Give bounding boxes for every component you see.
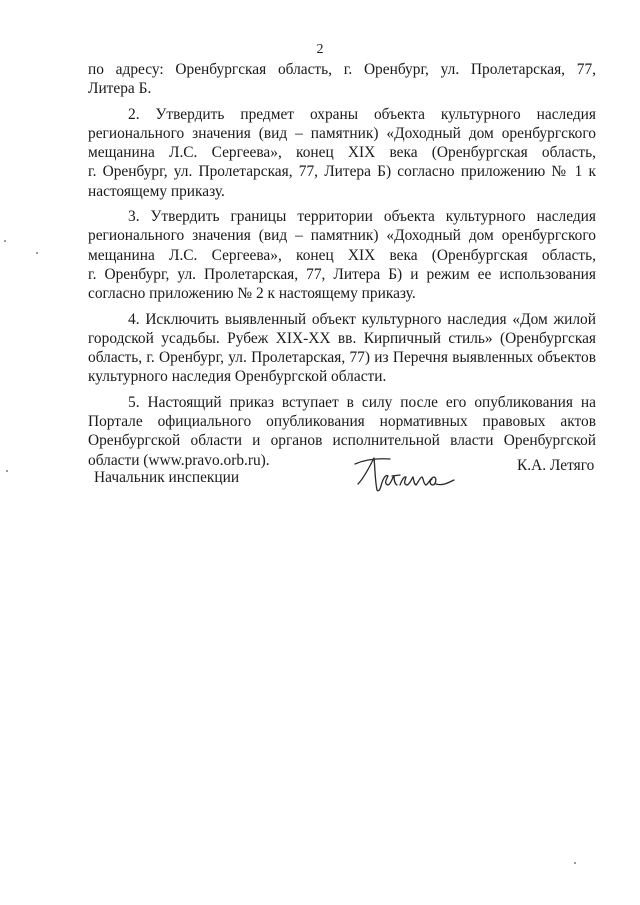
text-line: регионального значения (вид – памятник) «Доходный дом оренбургского xyxy=(88,227,596,245)
scan-speck xyxy=(36,252,38,254)
text-line: 3. Утвердить границы территории объекта культурного наследия xyxy=(128,208,596,226)
text-line: согласно приложению № 2 к настоящему приказу. xyxy=(88,285,416,303)
text-line: мещанина Л.С. Сергеева», конец XIX века (Оренбургская область, xyxy=(88,246,596,264)
text-line: Портале официального опубликования нормативных правовых актов xyxy=(88,413,596,431)
text-line: по адресу: Оренбургская область, г. Оренбург, ул. Пролетарская, 77, xyxy=(88,61,596,78)
text-line: области (www.pravo.orb.ru). xyxy=(88,451,270,469)
scan-speck xyxy=(6,470,8,472)
handwritten-signature xyxy=(350,450,460,500)
text-line: городской усадьбы. Рубеж XIX-XX вв. Кирпичный стиль» (Оренбургская xyxy=(88,329,596,347)
text-line: мещанина Л.С. Сергеева», конец XIX века (Оренбургская область, xyxy=(88,144,596,162)
text-line: культурного наследия Оренбургской области. xyxy=(88,368,387,386)
paragraph-item-2 xyxy=(88,105,596,201)
text-line: Литера Б. xyxy=(88,80,152,98)
text-line: г. Оренбург, ул. Пролетарская, 77, Литера Б) и режим ее использования xyxy=(88,265,596,283)
text-line: 2. Утвердить предмет охраны объекта культурного наследия xyxy=(128,105,596,123)
paragraph-address xyxy=(88,60,596,99)
scan-speck xyxy=(574,862,576,864)
document-body xyxy=(88,60,596,476)
text-line: регионального значения (вид – памятник) «Доходный дом оренбургского xyxy=(88,124,596,142)
signatory-title: Начальник инспекции xyxy=(94,469,240,486)
text-line: настоящему приказу. xyxy=(88,182,225,200)
scan-speck xyxy=(4,240,6,242)
paragraph-item-3 xyxy=(88,207,596,303)
signatory-name: К.А. Летяго xyxy=(517,457,595,474)
page-number: 2 xyxy=(316,42,324,57)
text-line: 4. Исключить выявленный объект культурного наследия «Дом жилой xyxy=(128,310,596,328)
text-line: область, г. Оренбург, ул. Пролетарская, 77) из Перечня выявленных объектов xyxy=(88,349,596,367)
paragraph-item-4 xyxy=(88,310,596,387)
text-line: г. Оренбург, ул. Пролетарская, 77, Литера Б) согласно приложению № 1 к xyxy=(88,163,596,181)
text-line: Оренбургской области и органов исполнительной власти Оренбургской xyxy=(88,432,596,450)
text-line: 5. Настоящий приказ вступает в силу после его опубликования на xyxy=(128,393,596,411)
